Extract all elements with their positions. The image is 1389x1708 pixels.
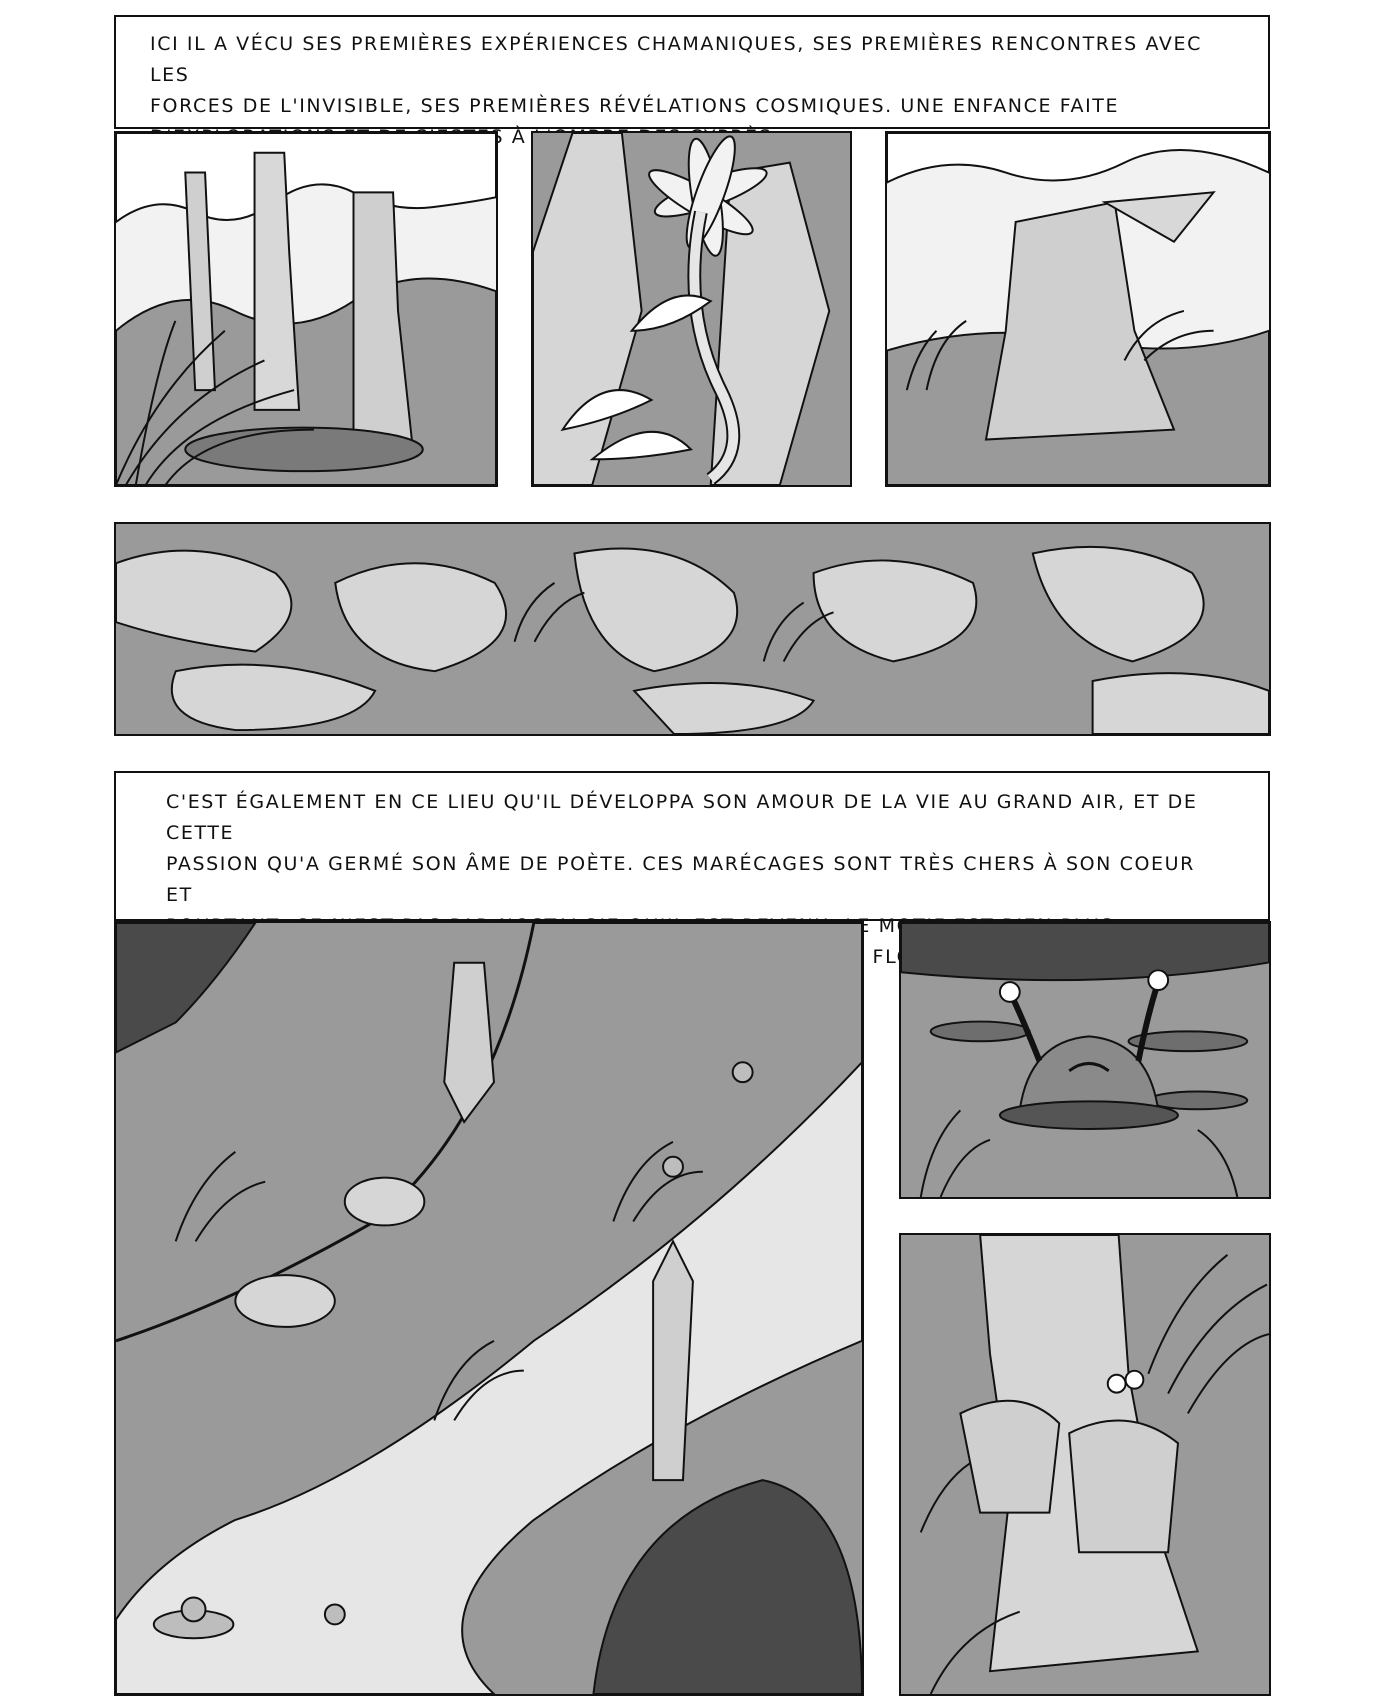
caption-top-line3: À: [511, 126, 527, 148]
caption-top-line2: FORCES DE L'INVISIBLE, SES PREMIÈRES RÉVÉLATIONS COSMIQUES. UNE ENFANCE FAITE: [150, 95, 1120, 117]
caption-middle-line1: C'EST ÉGALEMENT EN CE LIEU QU'IL DÉVELOPPA SON AMOUR DE LA VIE AU GRAND AIR, ET DE CETTE: [166, 791, 1198, 844]
panel-slug-creature: [899, 921, 1271, 1199]
panel-broken-stump: [885, 131, 1271, 487]
panel-tree-creature: [899, 1233, 1271, 1696]
caption-middle-line2: PASSION QU'A GERMÉ SON ÂME DE POÈTE. CES MARÉCAGES SONT TRÈS CHERS À SON COEUR ET: [166, 853, 1195, 906]
panel-swamp-cypress: [114, 131, 498, 487]
caption-middle: [114, 771, 1270, 921]
panel-river-frogs: [114, 921, 864, 1696]
panel-swamp-panorama: [114, 522, 1271, 736]
panel-jungle-snake: [531, 131, 852, 487]
caption-top-line1: ICI IL A VÉCU SES PREMIÈRES EXPÉRIENCES CHAMANIQUES, SES PREMIÈRES RENCONTRES AVEC LES: [150, 33, 1202, 86]
caption-top: [114, 15, 1270, 148]
